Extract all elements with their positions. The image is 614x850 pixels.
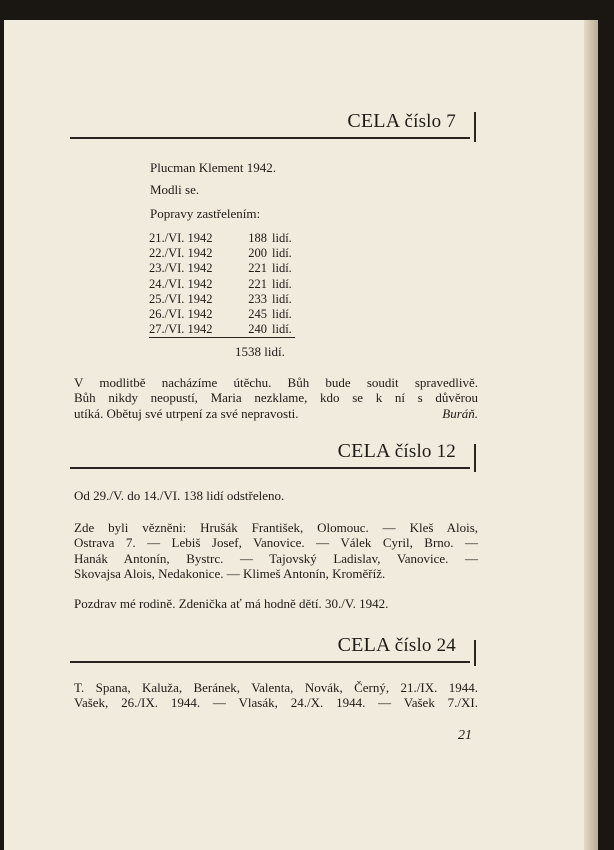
greeting-line: Pozdrav mé rodině. Zdenička ať má hodně dětí. 30./V. 1942. xyxy=(74,596,389,611)
execution-unit: lidí. xyxy=(272,261,292,276)
execution-count: 200 xyxy=(248,246,267,261)
paragraph-line: Bůh nikdy neopustí, Maria nezklame, kdo se k ní s důvěrou xyxy=(74,390,478,406)
execution-row xyxy=(149,261,295,276)
execution-count: 221 xyxy=(248,276,267,291)
execution-unit: lidí. xyxy=(272,322,292,337)
prayer-paragraph xyxy=(74,375,478,421)
page-number: 21 xyxy=(458,728,472,743)
execution-count: 240 xyxy=(248,322,267,337)
execution-row xyxy=(149,322,295,338)
section-header-cell-12 xyxy=(70,438,476,474)
paragraph-line xyxy=(74,406,478,421)
section-title-word: CELA xyxy=(337,440,390,462)
prisoners-paragraph xyxy=(74,520,478,581)
execution-date: 24./VI. 1942 xyxy=(149,276,213,291)
executions-total: 1538 lidí. xyxy=(235,344,285,359)
section-bar xyxy=(474,444,476,472)
section-rule xyxy=(70,467,470,469)
execution-count: 221 xyxy=(248,261,267,276)
execution-unit: lidí. xyxy=(272,276,292,291)
execution-row xyxy=(149,246,295,261)
paragraph-line: Vašek, 26./IX. 1944. — Vlasák, 24./X. 1944. — Vašek 7./XI. xyxy=(74,695,478,711)
execution-count: 188 xyxy=(248,231,267,245)
execution-row xyxy=(149,292,295,307)
paragraph-line-text: utíká. Obětuj své utrpení za své nepravosti. xyxy=(74,405,299,421)
execution-date: 22./VI. 1942 xyxy=(149,246,213,261)
section-title xyxy=(347,110,456,133)
paragraph-line: Ostrava 7. — Lebiš Josef, Vanovice. — Válek Cyril, Brno. — xyxy=(74,535,478,551)
execution-unit: lidí. xyxy=(272,307,292,322)
paragraph-line: T. Spana, Kaluža, Beránek, Valenta, Novák, Černý, 21./IX. 1944. xyxy=(74,680,478,695)
book-page xyxy=(4,20,598,850)
execution-unit: lidí. xyxy=(272,246,292,261)
section-bar xyxy=(474,640,476,666)
paragraph-line: Hanák Antonín, Bystrc. — Tajovský Ladislav, Vanovice. — xyxy=(74,550,478,566)
paragraph-line: V modlitbě nacházíme útěchu. Bůh bude soudit spravedlivě. xyxy=(74,375,478,390)
execution-row xyxy=(149,307,295,322)
execution-date: 26./VI. 1942 xyxy=(149,307,213,322)
section-number: číslo 12 xyxy=(394,441,456,462)
execution-count: 245 xyxy=(248,307,267,322)
execution-summary: Od 29./V. do 14./VI. 138 lidí odstřeleno. xyxy=(74,488,285,503)
execution-date: 21./VI. 1942 xyxy=(149,231,213,245)
section-title-word: CELA xyxy=(347,110,400,132)
section-rule xyxy=(70,137,470,139)
section-title xyxy=(338,634,456,657)
section-title-word: CELA xyxy=(337,634,390,656)
execution-date: 27./VI. 1942 xyxy=(149,322,213,337)
execution-row xyxy=(149,231,295,246)
cell-24-paragraph xyxy=(74,680,478,711)
section-bar xyxy=(474,112,476,142)
paragraph-line: Zde byli vězněni: Hrušák František, Olomouc. — Kleš Alois, xyxy=(74,520,478,535)
execution-row xyxy=(149,277,295,292)
signature: Buráň. xyxy=(442,405,478,421)
prayer-line: Modli se. xyxy=(150,182,200,197)
author-line: Plucman Klement 1942. xyxy=(150,160,277,175)
section-header-cell-24 xyxy=(70,630,476,668)
section-title xyxy=(338,440,456,463)
execution-unit: lidí. xyxy=(272,291,292,306)
section-number: číslo 24 xyxy=(394,635,456,656)
paragraph-line: Skovajsa Alois, Nedakonice. — Klimeš Antonín, Kroměříž. xyxy=(74,565,386,581)
executions-list xyxy=(149,231,295,338)
executions-heading: Popravy zastřelením: xyxy=(150,206,261,221)
section-header-cell-7 xyxy=(70,108,476,144)
execution-date: 25./VI. 1942 xyxy=(149,291,213,306)
page-edge xyxy=(584,20,598,850)
execution-date: 23./VI. 1942 xyxy=(149,261,213,276)
execution-unit: lidí. xyxy=(272,231,292,245)
execution-count: 233 xyxy=(248,291,267,306)
section-rule xyxy=(70,661,470,663)
section-number: číslo 7 xyxy=(404,111,456,132)
